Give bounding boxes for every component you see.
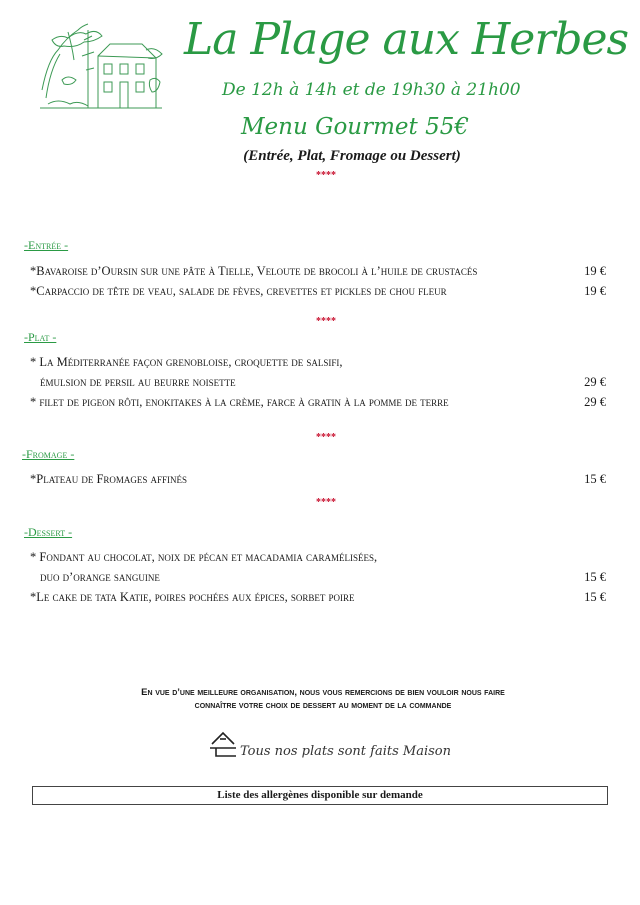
menu-item bbox=[30, 284, 610, 299]
menu-item-price: 15 € bbox=[584, 590, 606, 604]
menu-item-description: *Carpaccio de tête de veau, salade de fèves, crevettes et pickles de chou fleur bbox=[30, 284, 447, 298]
menu-subtitle: (Entrée, Plat, Fromage ou Dessert) bbox=[243, 148, 461, 164]
menu-item bbox=[30, 395, 610, 410]
dessert-order-notice: En vue d’une meilleure organisation, nous vous remercions de bien vouloir nous faire connaître votre choix de dessert au moment de la commande bbox=[141, 687, 505, 711]
homemade-statement: Tous nos plats sont faits Maison bbox=[240, 744, 451, 759]
menu-item-description: duo d’orange sanguine bbox=[40, 570, 160, 584]
menu-item-description: *Plateau de Fromages affinés bbox=[30, 472, 188, 486]
menu-item bbox=[30, 550, 610, 565]
menu-item-description: *Bavaroise d’Oursin sur une pâte à Tielle, Veloute de brocoli à l’huile de crustacés bbox=[30, 264, 478, 278]
separator-stars: **** bbox=[316, 170, 336, 181]
menu-item bbox=[30, 264, 610, 279]
opening-hours: De 12h à 14h et de 19h30 à 21h00 bbox=[222, 80, 521, 100]
menu-item-price: 19 € bbox=[584, 284, 606, 298]
menu-item-description: * La Méditerranée façon grenobloise, croquette de salsifi, bbox=[30, 355, 343, 369]
restaurant-name: La Plage aux Herbes bbox=[184, 14, 629, 65]
house-icon bbox=[208, 730, 238, 760]
restaurant-logo-sketch bbox=[38, 20, 164, 112]
separator-stars: **** bbox=[316, 432, 336, 443]
menu-item-price: 19 € bbox=[584, 264, 606, 278]
allergen-notice: Liste des allergènes disponible sur demande bbox=[32, 786, 608, 805]
menu-item-continuation bbox=[30, 375, 610, 390]
menu-item-price: 15 € bbox=[584, 570, 606, 584]
menu-item-continuation bbox=[30, 570, 610, 585]
menu-item bbox=[30, 590, 610, 605]
menu-title: Menu Gourmet 55€ bbox=[240, 114, 469, 140]
menu-item-price: 29 € bbox=[584, 395, 606, 409]
menu-item-description: émulsion de persil au beurre noisette bbox=[40, 375, 236, 389]
menu-item-description: * filet de pigeon rôti, enokitakes à la crème, farce à gratin à la pomme de terre bbox=[30, 395, 449, 409]
menu-item-description: * Fondant au chocolat, noix de pécan et macadamia caramélisées, bbox=[30, 550, 378, 564]
separator-stars: **** bbox=[316, 316, 336, 327]
menu-item-price: 29 € bbox=[584, 375, 606, 389]
menu-item-description: *Le cake de tata Katie, poires pochées aux épices, sorbet poire bbox=[30, 590, 355, 604]
menu-item bbox=[30, 472, 610, 487]
section-title-plat: -Plat - bbox=[24, 330, 57, 344]
section-title-fromage: -Fromage - bbox=[22, 447, 75, 461]
section-title-entree: -Entrée - bbox=[24, 238, 69, 252]
menu-item-price: 15 € bbox=[584, 472, 606, 486]
menu-item bbox=[30, 355, 610, 370]
section-title-dessert: -Dessert - bbox=[24, 525, 73, 539]
separator-stars: **** bbox=[316, 497, 336, 508]
